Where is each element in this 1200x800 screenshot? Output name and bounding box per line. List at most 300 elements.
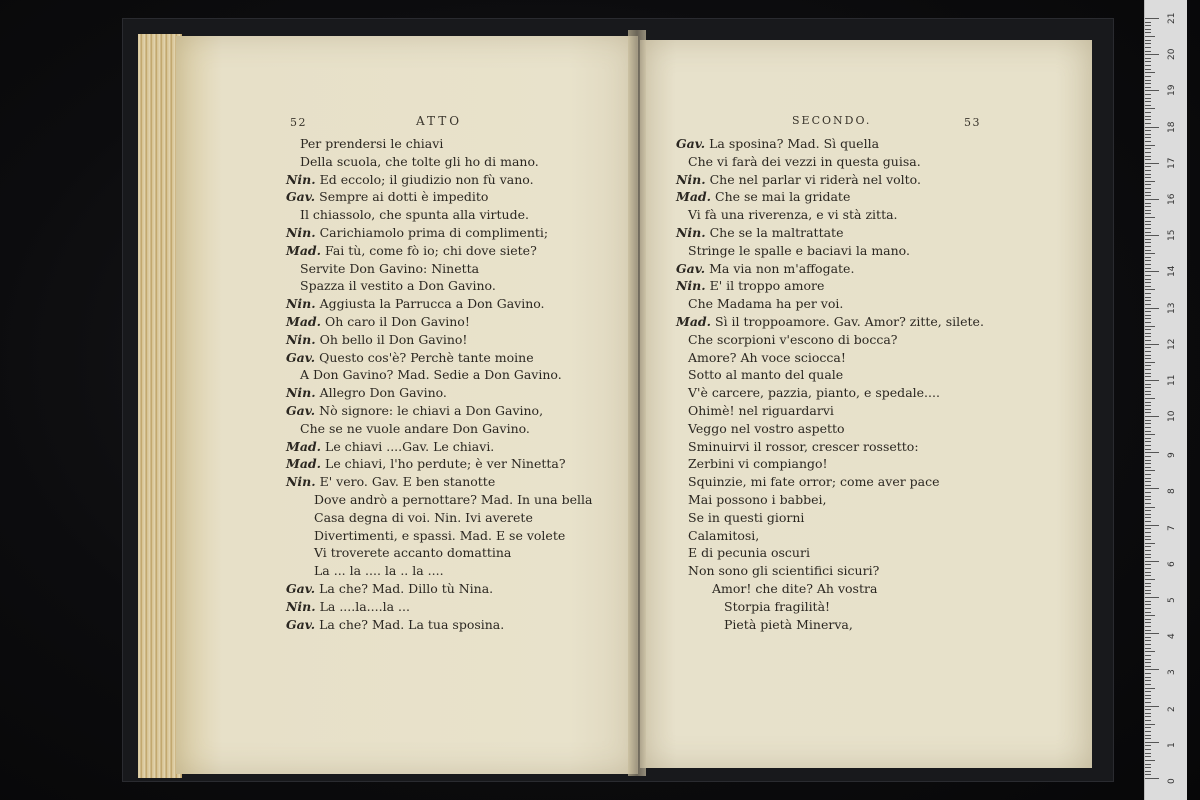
speaker-label: Gav. [286,403,316,418]
line-text: Se in questi giorni [688,509,805,525]
ruler-tick [1145,311,1151,312]
ruler-label: 0 [1167,778,1177,784]
ruler-tick [1145,376,1151,377]
ruler-label: 10 [1167,410,1177,423]
ruler-label: 13 [1167,302,1177,314]
ruler-tick [1145,391,1151,392]
ruler-tick [1145,166,1151,167]
ruler-label: 17 [1167,157,1177,169]
ruler-tick [1145,29,1151,30]
right-page-line [688,545,810,561]
ruler-label: 6 [1167,561,1177,567]
speaker-label: Gav. [286,581,316,596]
ruler-tick [1145,250,1151,251]
ruler-tick [1145,87,1151,88]
ruler-tick [1145,108,1155,109]
line-text: Per prendersi le chiavi [300,136,444,151]
ruler-tick [1145,293,1151,294]
ruler-tick [1145,286,1151,287]
ruler-tick [1145,156,1151,157]
line-text: La che? Mad. Dillo tù Nina. [319,581,494,596]
line-text: Aggiusta la Parrucca a Don Gavino. [319,296,545,312]
ruler-tick [1145,300,1151,301]
ruler-tick [1145,716,1151,717]
left-page-line [286,296,545,312]
ruler-tick [1145,36,1155,37]
ruler-tick [1145,228,1151,229]
ruler-tick [1145,474,1151,475]
right-page-line [688,332,898,348]
right-page-line [712,581,877,597]
speaker-label: Gav. [286,616,316,632]
ruler-tick [1145,644,1151,645]
ruler-tick [1145,456,1151,457]
line-text: Amor! che dite? Ah vostra [712,581,878,596]
ruler-tick [1145,452,1159,453]
left-page-line [314,528,565,544]
right-page-line [688,385,940,401]
ruler-tick [1145,253,1155,254]
left-page-line [300,207,529,223]
speaker-label: Nin. [286,225,316,240]
ruler-tick [1145,69,1151,70]
left-page-line [286,617,504,633]
line-text: Le chiavi ....Gav. Le chiavi. [325,438,495,454]
ruler-tick [1145,579,1155,580]
ruler-label: 8 [1167,488,1177,495]
ruler-tick [1145,536,1151,537]
right-page-line [688,154,921,170]
line-text: E' il troppo amore [709,278,825,294]
ruler-tick [1145,394,1151,395]
ruler-tick [1145,449,1151,450]
right-page-line [688,367,843,383]
ruler-tick [1145,232,1151,233]
left-page-line [286,474,495,490]
ruler-tick [1145,525,1159,526]
ruler-tick [1145,481,1151,482]
speaker-label: Mad. [676,314,712,329]
ruler-tick [1145,297,1151,298]
ruler-tick [1145,756,1151,757]
ruler-tick [1145,412,1151,413]
ruler-tick [1145,384,1151,385]
ruler-tick [1145,101,1151,102]
line-text: Che vi farà dei vezzi in questa guisa. [688,153,921,169]
ruler-tick [1145,528,1151,529]
left-page-line [286,189,488,205]
ruler-tick [1145,98,1151,99]
left-page-line [286,581,493,597]
line-text: Che Madama ha per voi. [688,296,844,312]
line-text: Che se ne vuole andare Don Gavino. [300,420,530,436]
ruler-label: 7 [1167,524,1177,531]
left-page-number: 52 [290,116,307,129]
ruler-tick [1145,499,1151,500]
ruler-tick [1145,72,1155,73]
ruler-tick [1145,488,1159,489]
line-text: Vi fà una riverenza, e vi stà zitta. [688,207,898,223]
ruler-label: 12 [1167,338,1177,350]
ruler-tick [1145,760,1155,761]
line-text: La che? Mad. La tua sposina. [319,616,505,632]
right-page-line [688,403,834,419]
ruler-tick [1145,304,1151,305]
ruler-tick [1145,738,1151,739]
ruler-tick [1145,572,1151,573]
ruler-tick [1145,279,1151,280]
ruler-tick [1145,666,1151,667]
ruler-tick [1145,521,1151,522]
ruler-tick [1145,575,1151,576]
left-page-line [300,421,530,437]
speaker-label: Nin. [286,331,316,347]
right-page-line [688,296,843,312]
ruler-tick [1145,188,1151,189]
ruler-tick [1145,608,1151,609]
ruler-tick [1145,170,1151,171]
line-text: Veggo nel vostro aspetto [688,420,845,436]
ruler-tick [1145,333,1151,334]
line-text: Oh bello il Don Gavino! [319,331,468,347]
line-text: Casa degna di voi. Nin. Ivi averete [314,509,533,525]
speaker-label: Mad. [676,189,712,205]
ruler-tick [1145,268,1151,269]
right-page-line [688,421,845,437]
left-page-line [314,563,444,579]
ruler-tick [1145,767,1151,768]
ruler-tick [1145,134,1151,135]
speaker-label: Nin. [286,474,316,490]
ruler-tick [1145,557,1151,558]
line-text: Che scorpioni v'escono di bocca? [688,331,898,347]
ruler-tick [1145,698,1151,699]
line-text: La sposina? Mad. Sì quella [709,136,880,151]
ruler-tick [1145,431,1151,432]
ruler-tick [1145,264,1151,265]
ruler-tick [1145,622,1151,623]
ruler-tick [1145,347,1151,348]
line-text: Che se mai la gridate [715,189,851,205]
right-page-number: 53 [964,116,981,129]
ruler-tick [1145,137,1151,138]
ruler-tick [1145,727,1151,728]
ruler-tick [1145,40,1151,41]
left-page-line [300,154,539,170]
ruler-tick [1145,271,1159,272]
ruler-tick [1145,673,1151,674]
ruler-label: 19 [1167,84,1177,97]
ruler-tick [1145,206,1151,207]
line-text: Carichiamolo prima di complimenti; [319,225,549,240]
ruler-tick [1145,434,1155,435]
ruler-tick [1145,130,1151,131]
ruler-tick [1145,22,1151,23]
ruler-tick [1145,662,1151,663]
ruler-tick [1145,648,1151,649]
speaker-label: Gav. [286,349,316,365]
ruler-tick [1145,315,1151,316]
line-text: Questo cos'è? Perchè tante moine [319,349,534,365]
ruler-tick [1145,561,1159,562]
ruler-tick [1145,152,1151,153]
ruler-tick [1145,478,1151,479]
ruler-tick [1145,706,1159,707]
ruler-tick [1145,470,1155,471]
ruler-tick [1145,532,1151,533]
ruler-label: 18 [1167,121,1177,133]
ruler-tick [1145,749,1151,750]
ruler-tick [1145,239,1151,240]
line-text: Storpia fragilità! [724,598,831,614]
line-text: Ohimè! nel riguardarvi [688,403,834,418]
line-text: Pietà pietà Minerva, [724,616,853,632]
ruler-tick [1145,123,1151,124]
left-page-line [300,278,496,294]
line-text: Nò signore: le chiavi a Don Gavino, [319,403,544,418]
ruler-tick [1145,221,1151,222]
ruler-tick [1145,492,1151,493]
ruler-tick [1145,80,1151,81]
right-page-line [724,599,830,615]
left-page-line [286,225,548,241]
ruler-tick [1145,405,1151,406]
ruler-tick [1145,83,1151,84]
left-page-line [286,332,467,348]
line-text: Servite Don Gavino: Ninetta [300,260,480,276]
ruler-tick [1145,677,1151,678]
ruler-tick [1145,427,1151,428]
right-page-line [688,243,910,259]
left-page-line [314,545,511,561]
ruler-tick [1145,365,1151,366]
line-text: Stringe le spalle e baciavi la mano. [688,242,910,258]
line-text: E' vero. Gav. E ben stanotte [319,474,496,490]
ruler-tick [1145,246,1151,247]
ruler-tick [1145,192,1151,193]
ruler-tick [1145,210,1151,211]
ruler-tick [1145,460,1151,461]
ruler-tick [1145,554,1151,555]
speaker-label: Nin. [676,278,706,294]
line-text: Che se la maltrattate [709,225,844,240]
left-page-line [286,172,534,188]
ruler-tick [1145,503,1151,504]
right-page-line [688,492,826,508]
ruler-tick [1145,684,1151,685]
ruler-tick [1145,318,1151,319]
line-text: Ed eccolo; il giudizio non fù vano. [319,171,534,187]
ruler-tick [1145,735,1151,736]
right-page-line [688,207,898,223]
ruler-label: 15 [1167,229,1177,242]
ruler-tick [1145,76,1151,77]
ruler-tick [1145,626,1151,627]
ruler-tick [1145,235,1159,236]
right-page-line [724,617,853,633]
ruler-tick [1145,217,1155,218]
line-text: Allegro Don Gavino. [319,385,447,401]
ruler-tick [1145,593,1151,594]
right-page-line [676,278,824,294]
speaker-label: Nin. [676,225,706,240]
ruler-tick [1145,655,1151,656]
line-text: Della scuola, che tolte gli ho di mano. [300,153,539,169]
ruler-tick [1145,203,1151,204]
line-text: Amore? Ah voce sciocca! [688,349,846,365]
left-page-line [286,403,543,419]
right-page-line [688,350,846,366]
ruler-tick [1145,423,1151,424]
ruler-label: 11 [1167,374,1177,386]
ruler-tick [1145,615,1155,616]
ruler-tick [1145,771,1151,772]
speaker-label: Gav. [676,260,706,276]
line-text: Spazza il vestito a Don Gavino. [300,278,496,294]
ruler-tick [1145,344,1159,345]
ruler-tick [1145,745,1151,746]
ruler-tick [1145,564,1151,565]
line-text: Non sono gli scientifici sicuri? [688,563,880,579]
ruler-tick [1145,362,1155,363]
right-page-line [688,474,940,490]
line-text: Dove andrò a pernottare? Mad. In una bella [314,492,593,507]
ruler-tick [1145,289,1155,290]
ruler-tick [1145,517,1151,518]
speaker-label: Mad. [286,438,322,454]
ruler-tick [1145,496,1151,497]
ruler-tick [1145,380,1159,381]
ruler-tick [1145,583,1151,584]
ruler-tick [1145,116,1151,117]
ruler-tick [1145,680,1151,681]
line-text: Sempre ai dotti è impedito [319,189,489,205]
left-page-line [286,385,447,401]
ruler-tick [1145,543,1155,544]
ruler-tick [1145,742,1159,743]
ruler-tick [1145,774,1151,775]
ruler-tick [1145,539,1151,540]
ruler-tick [1145,467,1151,468]
ruler-label: 20 [1167,48,1177,61]
ruler-label: 9 [1167,452,1177,459]
line-text: Fai tù, come fò io; chi dove siete? [325,242,537,258]
right-page-line [688,510,804,526]
line-text: Le chiavi, l'ho perdute; è ver Ninetta? [325,456,566,472]
ruler-tick [1145,713,1151,714]
speaker-label: Gav. [286,189,316,205]
line-text: Ma via non m'affogate. [709,260,855,276]
ruler-label: 14 [1167,265,1177,278]
line-text: Sotto al manto del quale [688,367,844,383]
ruler-tick [1145,586,1151,587]
ruler-tick [1145,688,1155,689]
ruler-label: 3 [1167,669,1177,676]
left-page-line [286,350,534,366]
ruler-tick [1145,329,1151,330]
ruler-tick [1145,199,1159,200]
speaker-label: Mad. [286,456,322,472]
left-page-line [314,492,592,508]
right-page-line [676,261,854,277]
ruler-tick [1145,25,1151,26]
left-page-line [314,510,533,526]
ruler-label: 16 [1167,193,1177,205]
ruler-tick [1145,619,1151,620]
ruler-tick [1145,669,1159,670]
right-page-line [688,439,919,455]
line-text: Divertimenti, e spassi. Mad. E se volete [314,527,566,543]
right-page-line [676,172,921,188]
ruler-tick [1145,463,1151,464]
ruler-tick [1145,65,1151,66]
line-text: La ....la....la ... [319,598,410,614]
ruler-tick [1145,159,1151,160]
ruler-tick [1145,336,1151,337]
ruler-tick [1145,651,1155,652]
right-page-line [676,189,850,205]
ruler-tick [1145,18,1159,19]
line-text: E di pecunia oscuri [688,545,810,561]
ruler-tick [1145,637,1151,638]
ruler-tick [1145,61,1151,62]
ruler-tick [1145,753,1151,754]
ruler-tick [1145,145,1155,146]
left-page-line [300,136,443,152]
ruler-tick [1145,659,1151,660]
ruler-tick [1145,141,1151,142]
speaker-label: Gav. [676,136,706,151]
speaker-label: Nin. [286,385,316,401]
ruler-tick [1145,691,1151,692]
ruler-label: 1 [1167,742,1177,748]
ruler-tick [1145,94,1151,95]
ruler-tick [1145,184,1151,185]
ruler-tick [1145,355,1151,356]
line-text: Zerbini vi compiango! [688,456,828,472]
ruler-tick [1145,163,1159,164]
right-page-line [676,314,984,330]
ruler-tick [1145,127,1159,128]
ruler-tick [1145,441,1151,442]
right-page-line [688,528,759,544]
ruler-tick [1145,702,1151,703]
ruler-tick [1145,322,1151,323]
ruler-tick [1145,568,1151,569]
ruler-tick [1145,640,1151,641]
ruler-tick [1145,416,1159,417]
ruler-tick [1145,213,1151,214]
line-text: Calamitosi, [688,527,760,543]
ruler-tick [1145,358,1151,359]
line-text: Squinzie, mi fate orror; come aver pace [688,474,940,490]
left-page-line [286,456,566,472]
right-page-header: SECONDO. [792,114,872,127]
ruler-tick [1145,308,1159,309]
ruler-tick [1145,764,1151,765]
ruler-tick [1145,402,1151,403]
ruler-tick [1145,105,1151,106]
speaker-label: Nin. [286,171,316,187]
ruler-tick [1145,445,1151,446]
ruler-tick [1145,340,1151,341]
ruler-tick [1145,601,1151,602]
left-page-line [286,314,470,330]
line-text: Mai possono i babbei, [688,492,827,507]
right-page-line [688,456,828,472]
line-text: Vi troverete accanto domattina [314,545,512,561]
ruler-tick [1145,177,1151,178]
